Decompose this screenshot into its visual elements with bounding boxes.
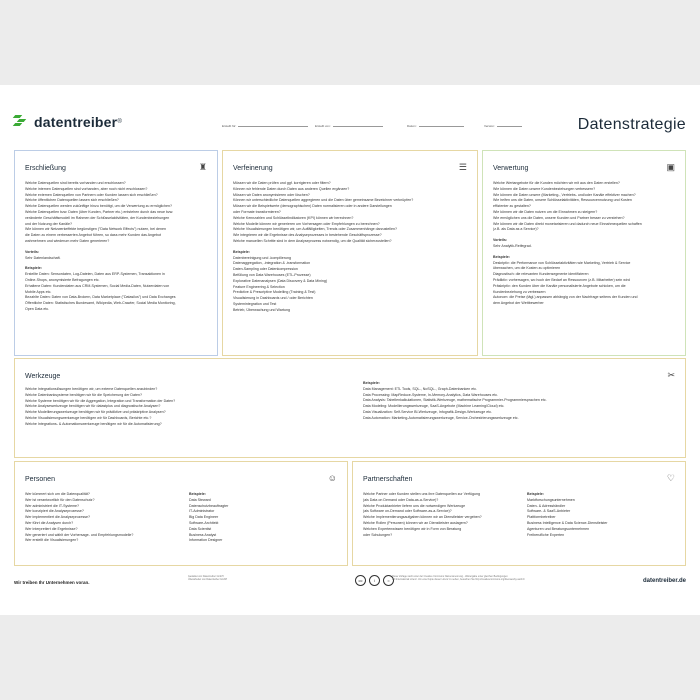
- logo-text: datentreiber: [34, 114, 118, 130]
- section-erschliessung: [14, 150, 218, 356]
- meta-date: Datum:: [407, 123, 464, 128]
- cc-icon: cc: [355, 575, 366, 586]
- examples-list: Beispiele: Data Management: ETL Tools, SQL-, NoSQL-, Graph-Datenbanken etc. Data Processing: MapReduce-Systeme, In-Memory-Analytics, Data Warehouses etc. Data Analysis: Tabellenkalkulationen, Statistik-Werkzeuge, mathematische Programmier-Programmiersprachen etc. Data Modeling: Modellierungswerkzeuge, SaaS-Angebote (Machine Learning/Cloud) etc. Data Visualization: Self-Service BI-Werkzeuge, Infografik-Design-Werkzeuge etc. Data Automation: Marketing-Automatisierungswerkzeuge, Service-Orchestrierungswerkzeuge etc.: [363, 381, 547, 420]
- header: [0, 85, 700, 145]
- attribution-icon: i: [369, 575, 380, 586]
- question-list: Welche Datenquellen sind bereits vorhanden und erschlossen? Welche internen Datenquellen sind vorhanden, aber noch nicht erschlossen? Welche externen Datenquellen von Partnern oder Kunden lassen sich erschließen? Welche öffentlichen Datenquellen lassen sich erschließen? Welche Datenquellen werden zukünftige hinzu benötigt, um die Verwertung zu ermöglichen? Welche Datenquellen bzw. Daten (über Kunden, Partner etc.) entstehen durch das neue bzw. veränderte Geschäftsmodell im Rahmen der Schlüsselaktivitäten, der Kundenbeziehungen und der Nutzung der Kanäle? Wie können wir Netzwerkeffekte begünstigen ("Data Network Effects") nutzen, bei denen die Daten zu einem verbesserten Angebot führen, so dass mehr Kunden das Angebot wahrnehmen und wiederum mehr Daten generieren? Vorteils: Sehr Datenlandschaft. Beispiele: Erstellte Daten: Sensordaten, Log-Dateien, Daten aus ERP-Systemen, Transaktionen in Online-Shops, anonymisierte Befragungen etc. Erhaltene Daten: Kundendaten aus CRM-Systemen, Social Media-Daten, Nutzerdaten von Mobile Apps etc. Bezahlte Daten: Daten von Data-Brokern, Data Marketplace ("Datasilos") und Data Exchanges Öffentliche Daten: Statistisches Bundesamt, Wikipedia, Web-Crawler, Social Media Monitoring, Open Data etc.: [25, 181, 176, 311]
- footer-website[interactable]: datentreiber.de: [642, 578, 686, 584]
- section-title: Werkzeuge: [25, 373, 61, 380]
- question-list: Welche Partner oder Kunden stellen uns ihre Datenquellen zur Verfügung (als Data on Demand oder Data-as-a-Service)? Welche Produktanbieter liefern uns die notwendigen Werkzeuge (als Software on-Demand oder Software-as-a-Service)? Welche Implementierungsaufgaben können wir an Dienstleister vergeben? Welche Rollen (Personen) können wir an Dienstleister auslagern? Welchen Expertenwissen benötigen wir in Form von Beratung oder Schulungen?: [363, 492, 482, 537]
- logo-mark-icon: [14, 115, 30, 129]
- examples-list: Beispiele: Marktforschungsunternehmen Daten- & Adresshändler Software- & SaaS-Anbieter Plattformbetreiber Business Intelligence & Data Science-Dienstleister Agenturen und Beratungsunternehmen Freiberufliche Experten: [527, 492, 608, 537]
- question-list: Wer kümmert sich um die Datenqualität? Wer ist verantwortlich für den Datenschutz? Wer administriert die IT-Systeme? Wer konzipiert die Analyseprozesse? Wer implementiert die Analyseprozesse? Wer führt die Analysen durch? Wer interpretiert die Ergebnisse? Wer generiert und wählt der Vorhersage- und Empfehlungsmodelle? Wer erstellt die Visualisierungen?: [25, 492, 134, 543]
- logo-registered: ®: [117, 119, 122, 125]
- cc-license-icons: [355, 575, 394, 586]
- wallet-icon: ▣: [666, 162, 675, 172]
- footer-slogan: Wir treiben Ihr Unternehmen voran.: [14, 580, 90, 585]
- section-partnerschaften: [352, 461, 686, 566]
- footer-license: Diese Vorlage steht unter der Creative Commons Namensnennung - Weitergabe unter gleichen Bedingungen 4.0 International Lizenz. Um eine Kopie dieser Lizenz zu sehen, besuchen Sie http://creativecommons.org/licenses/by-sa/4.0/: [392, 575, 525, 581]
- lighthouse-icon: ♜: [198, 162, 207, 172]
- section-werkzeuge: [14, 358, 686, 458]
- handshake-icon: ♡: [666, 473, 675, 483]
- section-title: Verfeinerung: [233, 165, 273, 172]
- meta-created-for: Erstellt für:: [222, 123, 308, 128]
- section-verwertung: [482, 150, 686, 356]
- meta-version: Version:: [484, 123, 522, 128]
- section-personen: [14, 461, 348, 566]
- tools-icon: ✂: [667, 370, 675, 380]
- section-title: Erschließung: [25, 165, 66, 172]
- meta-created-by: Erstellt von:: [315, 123, 383, 128]
- page-title: Datenstrategie: [577, 116, 686, 133]
- question-list: Müssen wir die Daten prüfen und ggf. korrigieren oder filtern? Können wir fehlende Daten durch Daten aus anderen Quellen ergänzen? Müssen wir Daten anonymisieren oder löschen? Können wir unterschiedliche Datenquellen aggregieren und die Daten über gemeinsame Bezeichner verknüpfen? Müssen wir die Beispielwerte (demographischen) Daten normalisieren oder in andere Darstellungen oder Formate transformieren? Welche Kennzahlen und Schlüsselindikatoren (KPI) können wir berechnen? Welche Modelle können wir generieren um Vorhersagen oder Empfehlungen zu berechnen? Welche Visualisierungen benötigen wir, um Auffälligkeiten, Trends oder Zusammenhänge darzustellen? Wie integrieren wir die Ergebnisse des Analyseprozesses in bestehende Geschäftsprozesse? Welche manuellen Schritte sind in dem Analyseprozess notwendig, um die Qualität sicherzustellen? Beispiele: Datenbereinigung und -kompilierung Datenaggregation, -integration & -transformation Daten-Sampling oder Datenkompression Befüllung von Data Warehouses (ETL-Prozesse) Explorative Datenanalysen (Data Discovery & Data Mining) Feature Engineering & Selection Predictive & Prescriptive Modelling (Training & Test) Visualisierung in Dashboards und / oder Berichten Systemintegration und Test Betrieb, Überwachung und Wartung: [233, 181, 414, 312]
- question-list: Welche Integrationslösungen benötigen wir, um externe Datenquellen anzubinden? Welche Datenbanksysteme benötigen wir für die Speicherung der Daten? Welche Systeme benötigen wir für die Aggregation, Integration und Transformation der Daten? Welche Analysewerkzeuge benötigen wir für datastplus und diagnostische Analysen? Welche Modellierungswerkzeuge benötigen wir für prädiktive und präskriptive Analysen? Welche Visualisierungswerkzeuge benötigen wir für Dashboards, Berichte etc.? Welche Integrations- & Automationswerkzeuge benötigen wir für die Automatisierung?: [25, 387, 176, 426]
- section-verfeinerung: [222, 150, 478, 356]
- section-title: Verwertung: [493, 165, 529, 172]
- share-alike-icon: =: [383, 575, 394, 586]
- layers-icon: ☰: [458, 162, 467, 172]
- people-icon: ☺: [327, 473, 337, 483]
- logo: [14, 114, 122, 130]
- section-title: Personen: [25, 476, 55, 483]
- examples-list: Beispiele: Data Steward Datenschutzbeauftragter IT-Administrator Big Data Engineer Software-Architekt Data Scientist Business Analyst Information Designer: [189, 492, 229, 543]
- footer-credits: Gestaltet von Datentreiber GmbH Überarbeitet von Datentreiber GmbH: [188, 575, 228, 581]
- question-list: Welche Wertangebote für die Kunden möchten wir mit aus den Daten erstellen? Wie können die Daten unsere Kundenbeziehungen verbessern? Wie können die Daten unsere (Marketing-, Vertriebs- und/oder Kanäle effektiver machen? Wie helfen uns die Daten, unsere Schlüsselaktivitäten, Ressourcennutzung und Kosten effizienter zu gestalten? Wie können wir die Daten nutzen um die Einnahmen zu steigern? Wie ermöglichen uns die Daten, unsere Kunden und Partner besser zu verstehen? Wie können wir die Daten direkt monetarisieren und dadurch neue Einnahmequellen schaffen (z.B. als Data as a Service)? Vorteils: Sehr Analytik-Reifegrad. Beispiele: Deskriptiv: die Performance von Schlüsselaktivitäten wie Marketing, Vertrieb & Service überwachen, um die Kosten zu optimieren Diagnostisch: die relevanten Kundensegmente identifizieren Prädiktiv: vorhersagen, wo hoch der Bedarf an Ressourcen (z.B. Mitarbeiter) sein wird Präskriptiv: den Kunden über die Kanäle personalisierte Angebote schicken, um die Kundenbeziehung zu verbessern Autonom: die Preise (tägl.) anpassen abhängig von der Nachfrage seitens der Kunden und dem Angebot der Wettbewerber: [493, 181, 642, 306]
- section-title: Partnerschaften: [363, 476, 413, 483]
